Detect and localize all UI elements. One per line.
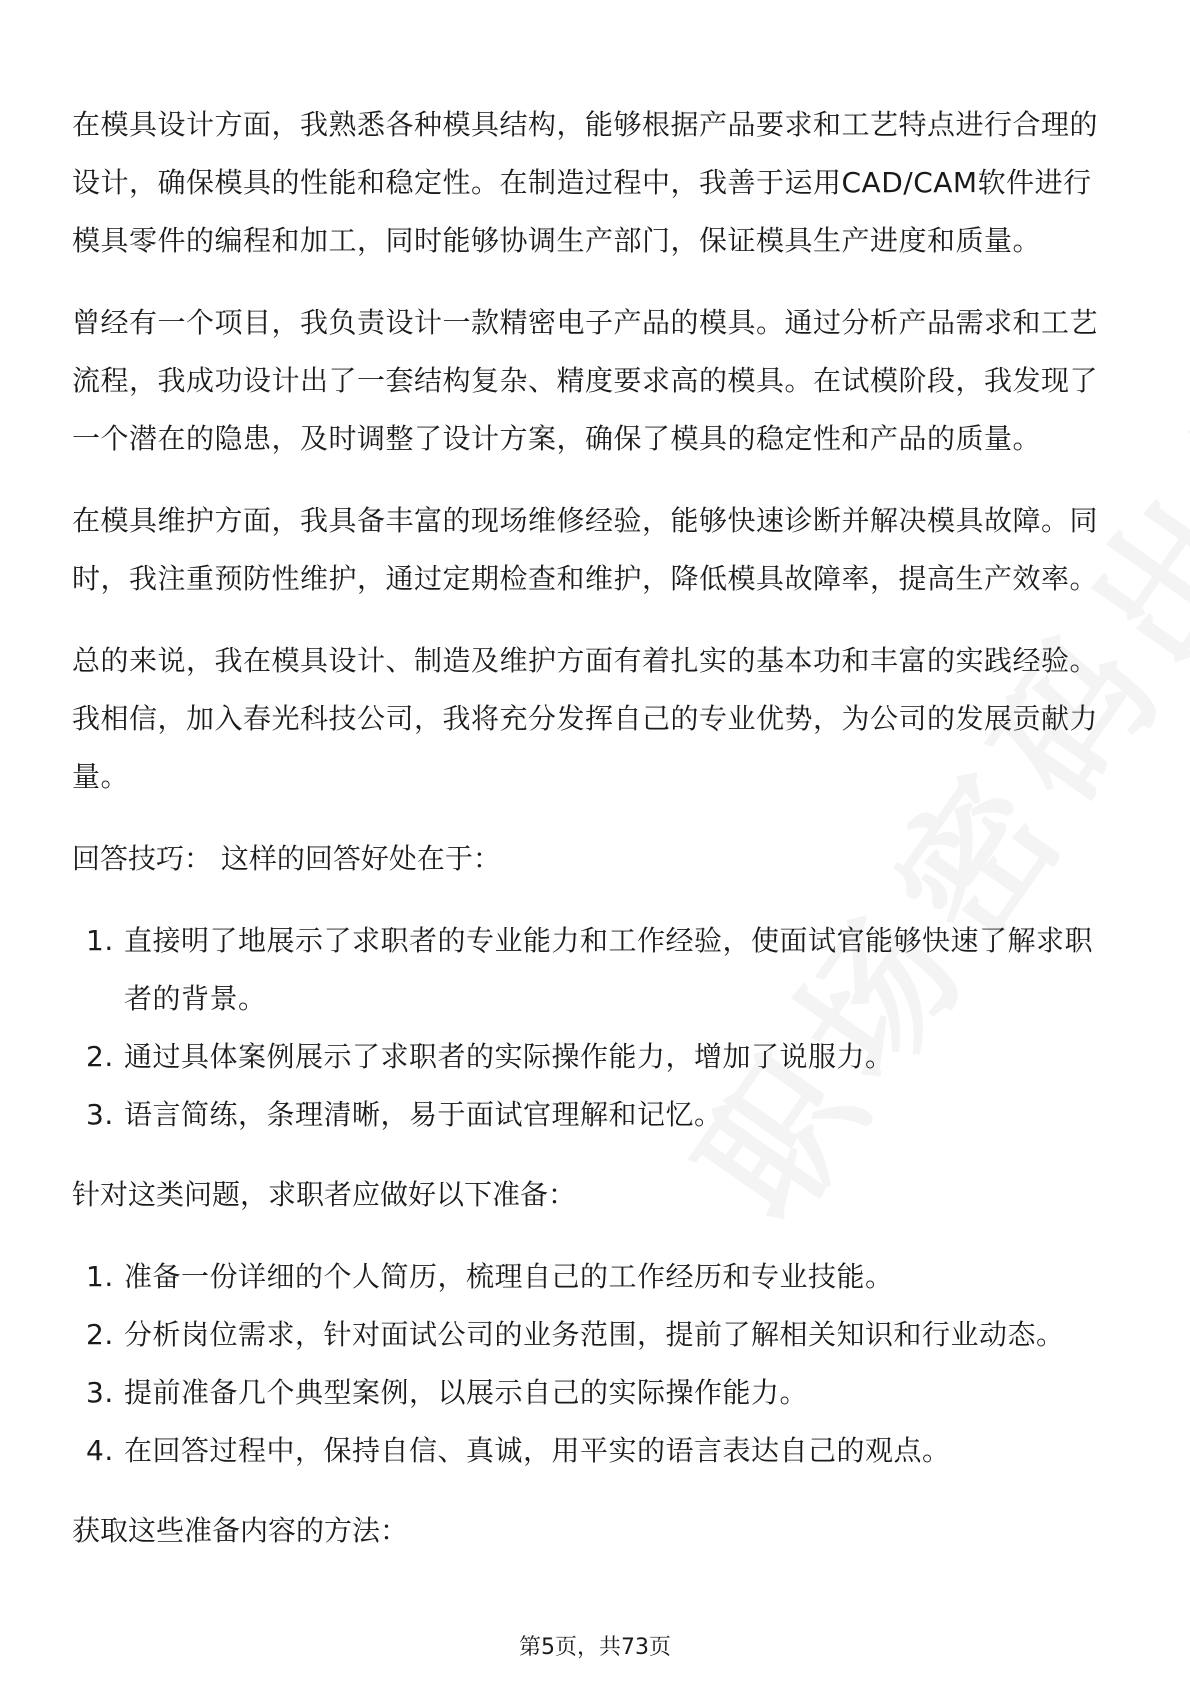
list-item-text: 语言简练，条理清晰，易于面试官理解和记忆。 <box>124 1098 723 1131</box>
list-item <box>72 1364 1118 1422</box>
list-item <box>72 1248 1118 1306</box>
list-item-text: 直接明了地展示了求职者的专业能力和工作经验，使面试官能够快速了解求职者的背景。 <box>124 924 1094 1015</box>
paragraph-project: 曾经有一个项目，我负责设计一款精密电子产品的模具。通过分析产品需求和工艺流程，我成功设计出了一套结构复杂、精度要求高的模具。在试模阶段，我发现了一个潜在的隐患，及时调整了设计方案，确保了模具的稳定性和产品的质量。 <box>72 306 1099 455</box>
list-item <box>72 1086 1118 1144</box>
list-item-text: 提前准备几个典型案例，以展示自己的实际操作能力。 <box>124 1376 809 1409</box>
list-item <box>72 1028 1118 1086</box>
list-item-text: 分析岗位需求，针对面试公司的业务范围，提前了解相关知识和行业动态。 <box>124 1318 1065 1351</box>
list-number: 1. <box>86 1260 114 1293</box>
list-number: 4. <box>86 1434 114 1467</box>
paragraph-summary: 总的来说，我在模具设计、制造及维护方面有着扎实的基本功和丰富的实践经验。我相信，加入春光科技公司，我将充分发挥自己的专业优势，为公司的发展贡献力量。 <box>72 644 1099 793</box>
prep-heading: 针对这类问题，求职者应做好以下准备： <box>72 1178 577 1211</box>
list-number: 2. <box>86 1040 114 1073</box>
list-number: 3. <box>86 1376 114 1409</box>
paragraph-maintenance: 在模具维护方面，我具备丰富的现场维修经验，能够快速诊断并解决模具故障。同时，我注重预防性维护，通过定期检查和维护，降低模具故障率，提高生产效率。 <box>72 504 1099 595</box>
tips-list <box>72 912 1118 1144</box>
paragraph-design: 在模具设计方面，我熟悉各种模具结构，能够根据产品要求和工艺特点进行合理的设计，确保模具的性能和稳定性。在制造过程中，我善于运用CAD/CAM软件进行模具零件的编程和加工，同时能够协调生产部门，保证模具生产进度和质量。 <box>72 108 1099 257</box>
list-item-text: 准备一份详细的个人简历，梳理自己的工作经历和专业技能。 <box>124 1260 894 1293</box>
prep-list <box>72 1248 1118 1480</box>
list-number: 3. <box>86 1098 114 1131</box>
document-body <box>72 96 1118 1584</box>
tips-heading: 回答技巧： 这样的回答好处在于： <box>72 842 501 875</box>
list-number: 1. <box>86 924 114 957</box>
list-item-text: 通过具体案例展示了求职者的实际操作能力，增加了说服力。 <box>124 1040 894 1073</box>
page-footer: 第5页，共73页 <box>519 1635 671 1660</box>
list-item <box>72 912 1118 1028</box>
list-number: 2. <box>86 1318 114 1351</box>
list-item <box>72 1422 1118 1480</box>
list-item-text: 在回答过程中，保持自信、真诚，用平实的语言表达自己的观点。 <box>124 1434 951 1467</box>
list-item <box>72 1306 1118 1364</box>
closing-heading: 获取这些准备内容的方法： <box>72 1514 409 1547</box>
